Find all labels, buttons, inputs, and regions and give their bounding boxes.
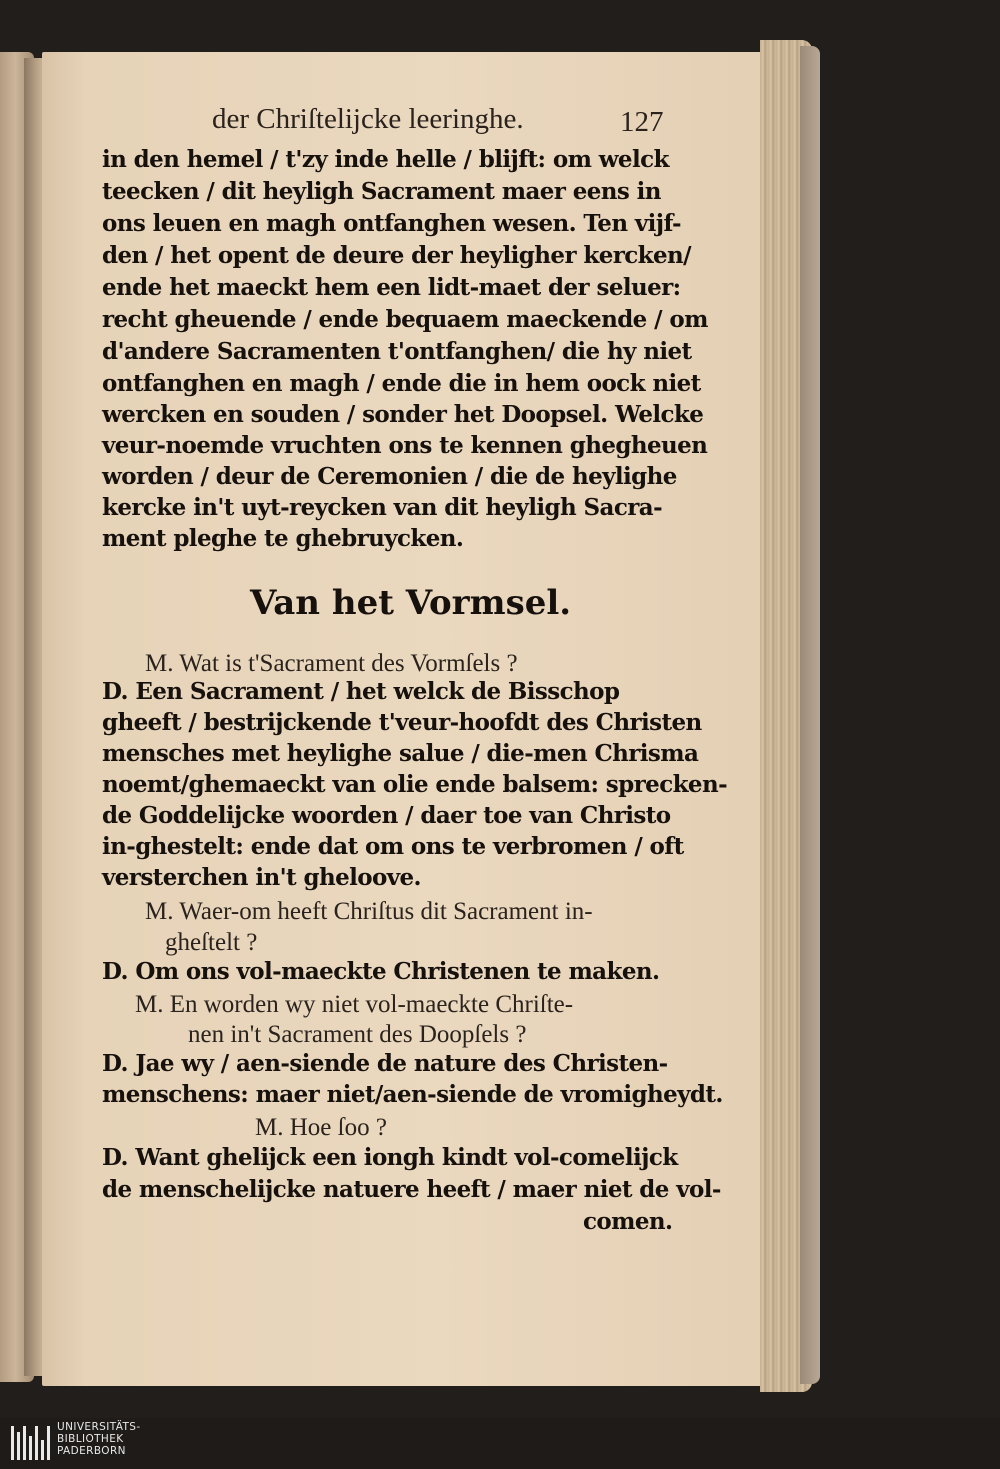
text-line: den / het opent de deure der heyligher kercken/ — [102, 242, 691, 269]
text-line: worden / deur de Ceremonien / die de heylighe — [102, 463, 677, 490]
answer-line: noemt/ghemaeckt van olie ende balsem: sprecken- — [102, 771, 728, 798]
library-logo-text — [57, 1421, 141, 1457]
text-line: recht gheuende / ende bequaem maeckende / om — [102, 306, 708, 333]
question-line: M. Wat is t'Sacrament des Vormſels ? — [145, 650, 518, 677]
text-line: teecken / dit heyligh Sacrament maer eens in — [102, 178, 661, 205]
library-logo-icon — [8, 1423, 52, 1463]
text-line: ons leuen en magh ontfanghen wesen. Ten vijf- — [102, 210, 681, 237]
answer-line: D. Een Sacrament / het welck de Bisschop — [102, 678, 620, 705]
answer-line: versterchen in't gheloove. — [102, 864, 421, 891]
text-line: in den hemel / t'zy inde helle / blijft: om welck — [102, 146, 669, 173]
question-line: M. Hoe ſoo ? — [255, 1114, 387, 1141]
text-line: kercke in't uyt-reycken van dit heyligh Sacra- — [102, 494, 663, 521]
question-line: gheſtelt ? — [165, 929, 258, 956]
text-line: wercken en souden / sonder het Doopsel. Welcke — [102, 401, 704, 428]
logo-line: BIBLIOTHEK — [57, 1433, 124, 1445]
footer-bar — [0, 1418, 1000, 1469]
text-line: ontfanghen en magh / ende die in hem oock niet — [102, 370, 701, 397]
answer-line: gheeft / bestrijckende t'veur-hoofdt des Christen — [102, 709, 702, 736]
answer-line: D. Want ghelijck een iongh kindt vol-comelijck — [102, 1144, 678, 1171]
answer-line: mensches met heylighe salue / die-men Chrisma — [102, 740, 699, 767]
text-line: ende het maeckt hem een lidt-maet der seluer: — [102, 274, 681, 301]
answer-line: D. Om ons vol-maeckte Christenen te maken. — [102, 958, 660, 985]
answer-line: D. Jae wy / aen-siende de nature des Christen- — [102, 1050, 668, 1077]
catchword: comen. — [583, 1208, 673, 1235]
text-line: veur-noemde vruchten ons te kennen ghegheuen — [102, 432, 708, 459]
page-number: 127 — [620, 106, 664, 138]
text-line: ment pleghe te ghebruycken. — [102, 525, 464, 552]
question-line: M. Waer-om heeft Chriſtus dit Sacrament in- — [145, 898, 593, 925]
question-line: M. En worden wy niet vol-maeckte Chriſte- — [135, 991, 574, 1018]
text-line: d'andere Sacramenten t'ontfanghen/ die hy niet — [102, 338, 692, 365]
answer-line: menschens: maer niet/aen-siende de vromigheydt. — [102, 1081, 723, 1108]
logo-line: UNIVERSITÄTS- — [57, 1421, 141, 1433]
answer-line: in-ghestelt: ende dat om ons te verbromen / oft — [102, 833, 684, 860]
answer-line: de Goddelijcke woorden / daer toe van Christo — [102, 802, 671, 829]
question-line: nen in't Sacrament des Doopſels ? — [188, 1021, 527, 1048]
section-heading: Van het Vormsel. — [250, 583, 572, 623]
running-head: der Chriſtelijcke leeringhe. — [212, 103, 524, 135]
logo-line: PADERBORN — [57, 1445, 126, 1457]
answer-line: de menschelijcke natuere heeft / maer niet de vol- — [102, 1176, 721, 1203]
